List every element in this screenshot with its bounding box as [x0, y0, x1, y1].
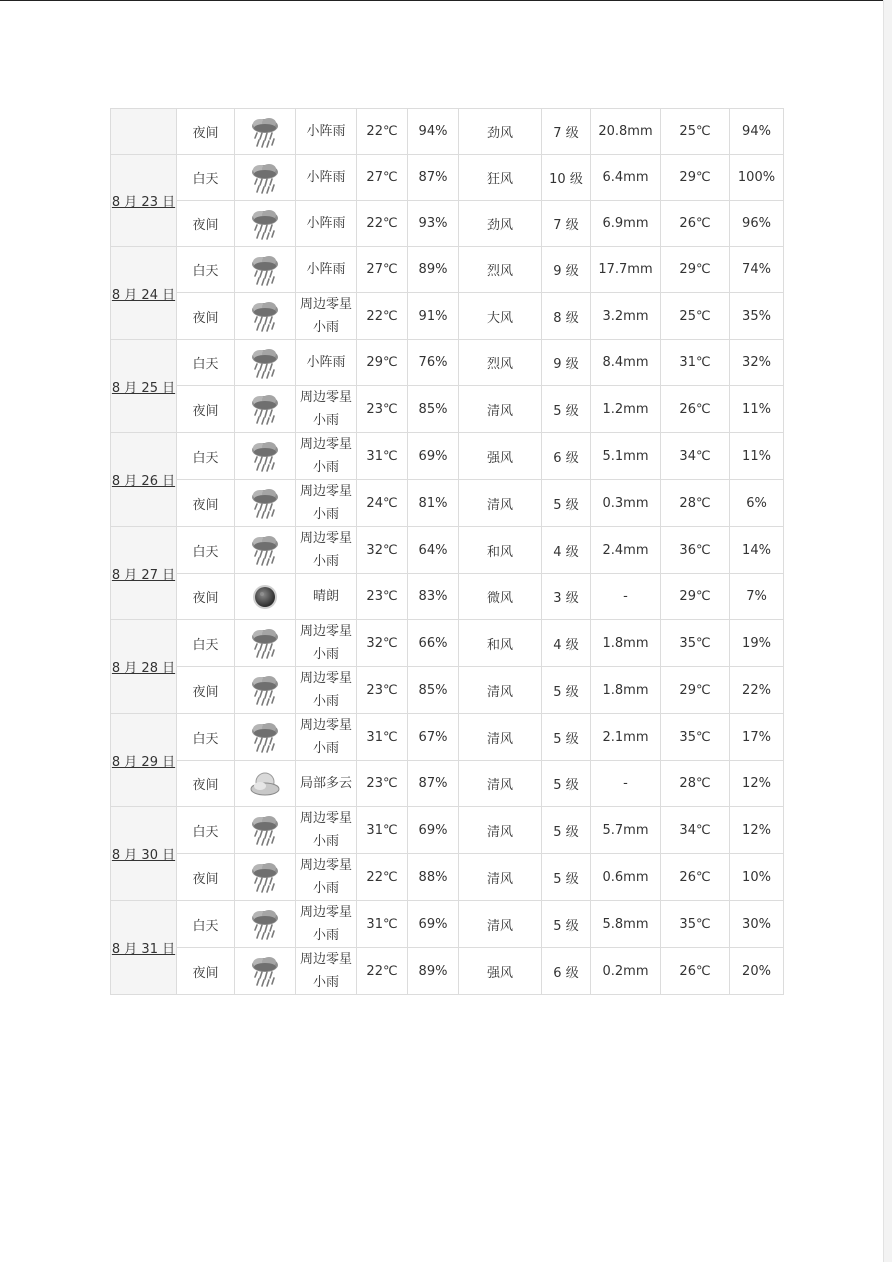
- rain-probability-cell: 96%: [730, 201, 784, 247]
- weather-icon-cell: [235, 714, 296, 761]
- temperature-cell: 22℃: [357, 854, 408, 901]
- weather-icon-cell: [235, 901, 296, 948]
- precipitation-cell: -: [591, 574, 661, 620]
- condition-text: 周边零星小雨: [299, 671, 352, 709]
- period-cell: 夜间: [177, 574, 235, 620]
- period-cell: 白天: [177, 433, 235, 480]
- wind-name-cell: 和风: [459, 620, 542, 667]
- rain-probability-cell: 20%: [730, 948, 784, 995]
- period-cell: 白天: [177, 714, 235, 761]
- condition-text: 局部多云: [299, 776, 352, 791]
- table-row: [111, 807, 784, 854]
- precipitation-cell: 5.1mm: [591, 433, 661, 480]
- condition-text: 周边零星小雨: [299, 905, 352, 943]
- period-cell: 夜间: [177, 948, 235, 995]
- date-cell: [111, 155, 177, 247]
- humidity-cell: 87%: [408, 155, 459, 201]
- wind-name-cell: 强风: [459, 433, 542, 480]
- condition-cell: [296, 201, 357, 247]
- humidity-cell: 64%: [408, 527, 459, 574]
- table-row: [111, 480, 784, 527]
- weather-icon-cell: [235, 480, 296, 527]
- humidity-cell: 94%: [408, 109, 459, 155]
- date-link[interactable]: 8 月 23 日: [111, 195, 176, 210]
- feels-like-cell: 29℃: [661, 667, 730, 714]
- temperature-cell: 31℃: [357, 714, 408, 761]
- rain-cloud-icon: [248, 533, 282, 567]
- feels-like-cell: 34℃: [661, 433, 730, 480]
- condition-text: 小阵雨: [306, 170, 346, 185]
- weather-icon-cell: [235, 948, 296, 995]
- wind-level-cell: 7 级: [542, 201, 591, 247]
- condition-cell: [296, 247, 357, 293]
- wind-name-cell: 清风: [459, 386, 542, 433]
- temperature-cell: 22℃: [357, 109, 408, 155]
- condition-cell: [296, 854, 357, 901]
- date-cell: [111, 901, 177, 995]
- precipitation-cell: 6.9mm: [591, 201, 661, 247]
- rain-probability-cell: 100%: [730, 155, 784, 201]
- rain-probability-cell: 22%: [730, 667, 784, 714]
- wind-name-cell: 清风: [459, 901, 542, 948]
- condition-cell: [296, 807, 357, 854]
- weather-icon-cell: [235, 433, 296, 480]
- rain-probability-cell: 12%: [730, 807, 784, 854]
- feels-like-cell: 28℃: [661, 480, 730, 527]
- condition-cell: [296, 901, 357, 948]
- wind-level-cell: 4 级: [542, 620, 591, 667]
- feels-like-cell: 28℃: [661, 761, 730, 807]
- date-link[interactable]: 8 月 29 日: [111, 754, 176, 770]
- rain-cloud-icon: [248, 299, 282, 333]
- rain-cloud-icon: [248, 392, 282, 426]
- rain-probability-cell: 74%: [730, 247, 784, 293]
- date-cell: [111, 807, 177, 901]
- condition-cell: [296, 155, 357, 201]
- wind-level-cell: 10 级: [542, 155, 591, 201]
- rain-cloud-icon: [248, 161, 282, 195]
- period-cell: 夜间: [177, 480, 235, 527]
- rain-probability-cell: 32%: [730, 340, 784, 386]
- feels-like-cell: 31℃: [661, 340, 730, 386]
- wind-name-cell: 强风: [459, 948, 542, 995]
- period-cell: 夜间: [177, 293, 235, 340]
- rain-cloud-icon: [248, 486, 282, 520]
- condition-cell: [296, 761, 357, 807]
- wind-name-cell: 清风: [459, 667, 542, 714]
- wind-level-cell: 5 级: [542, 667, 591, 714]
- period-cell: 夜间: [177, 761, 235, 807]
- precipitation-cell: 0.6mm: [591, 854, 661, 901]
- rain-cloud-icon: [248, 954, 282, 988]
- condition-cell: [296, 948, 357, 995]
- humidity-cell: 88%: [408, 854, 459, 901]
- period-cell: 夜间: [177, 386, 235, 433]
- weather-table-body: [111, 109, 784, 995]
- table-row: [111, 201, 784, 247]
- wind-level-cell: 5 级: [542, 386, 591, 433]
- feels-like-cell: 29℃: [661, 574, 730, 620]
- condition-text: 小阵雨: [306, 262, 346, 277]
- humidity-cell: 87%: [408, 761, 459, 807]
- period-cell: 白天: [177, 527, 235, 574]
- rain-probability-cell: 10%: [730, 854, 784, 901]
- humidity-cell: 91%: [408, 293, 459, 340]
- rain-probability-cell: 19%: [730, 620, 784, 667]
- temperature-cell: 23℃: [357, 667, 408, 714]
- rain-probability-cell: 11%: [730, 386, 784, 433]
- condition-cell: [296, 714, 357, 761]
- table-row: [111, 155, 784, 201]
- condition-text: 周边零星小雨: [299, 531, 352, 569]
- condition-cell: [296, 109, 357, 155]
- humidity-cell: 67%: [408, 714, 459, 761]
- rain-cloud-icon: [248, 626, 282, 660]
- rain-probability-cell: 14%: [730, 527, 784, 574]
- condition-text: 小阵雨: [306, 124, 346, 139]
- date-link[interactable]: 8 月 31 日: [111, 942, 176, 957]
- wind-name-cell: 清风: [459, 480, 542, 527]
- period-cell: 夜间: [177, 667, 235, 714]
- precipitation-cell: 2.1mm: [591, 714, 661, 761]
- condition-cell: [296, 480, 357, 527]
- rain-cloud-icon: [248, 439, 282, 473]
- table-row: [111, 293, 784, 340]
- date-cell: [111, 620, 177, 714]
- humidity-cell: 85%: [408, 667, 459, 714]
- weather-icon-cell: [235, 667, 296, 714]
- weather-icon-cell: [235, 807, 296, 854]
- temperature-cell: 23℃: [357, 761, 408, 807]
- feels-like-cell: 25℃: [661, 109, 730, 155]
- wind-level-cell: 5 级: [542, 807, 591, 854]
- precipitation-cell: 5.8mm: [591, 901, 661, 948]
- humidity-cell: 76%: [408, 340, 459, 386]
- condition-cell: [296, 574, 357, 620]
- table-row: [111, 247, 784, 293]
- table-row: [111, 620, 784, 667]
- period-cell: 夜间: [177, 854, 235, 901]
- weather-icon-cell: [235, 854, 296, 901]
- precipitation-cell: 6.4mm: [591, 155, 661, 201]
- rain-probability-cell: 7%: [730, 574, 784, 620]
- date-cell: [111, 714, 177, 807]
- wind-level-cell: 5 级: [542, 480, 591, 527]
- wind-level-cell: 6 级: [542, 948, 591, 995]
- condition-text: 周边零星小雨: [299, 718, 352, 756]
- period-cell: 白天: [177, 340, 235, 386]
- wind-name-cell: 清风: [459, 854, 542, 901]
- temperature-cell: 32℃: [357, 527, 408, 574]
- period-cell: 白天: [177, 247, 235, 293]
- precipitation-cell: 0.2mm: [591, 948, 661, 995]
- feels-like-cell: 36℃: [661, 527, 730, 574]
- weather-icon-cell: [235, 247, 296, 293]
- wind-level-cell: 4 级: [542, 527, 591, 574]
- feels-like-cell: 35℃: [661, 714, 730, 761]
- condition-text: 周边零星小雨: [299, 390, 352, 428]
- rain-probability-cell: 30%: [730, 901, 784, 948]
- rain-cloud-icon: [248, 720, 282, 754]
- wind-level-cell: 3 级: [542, 574, 591, 620]
- condition-cell: [296, 620, 357, 667]
- wind-level-cell: 5 级: [542, 761, 591, 807]
- temperature-cell: 24℃: [357, 480, 408, 527]
- feels-like-cell: 26℃: [661, 201, 730, 247]
- condition-text: 晴朗: [312, 589, 339, 604]
- condition-text: 周边零星小雨: [299, 858, 352, 896]
- date-cell: [111, 109, 177, 155]
- humidity-cell: 69%: [408, 433, 459, 480]
- feels-like-cell: 29℃: [661, 155, 730, 201]
- feels-like-cell: 35℃: [661, 620, 730, 667]
- table-row: [111, 761, 784, 807]
- condition-text: 小阵雨: [306, 216, 346, 231]
- condition-text: 周边零星小雨: [299, 297, 352, 335]
- condition-text: 周边零星小雨: [299, 484, 352, 522]
- date-link[interactable]: 8 月 27 日: [111, 567, 176, 583]
- table-row: [111, 386, 784, 433]
- weather-icon-cell: [235, 574, 296, 620]
- date-link[interactable]: 8 月 28 日: [111, 661, 176, 676]
- precipitation-cell: 1.2mm: [591, 386, 661, 433]
- date-link[interactable]: 8 月 24 日: [111, 287, 176, 303]
- wind-level-cell: 6 级: [542, 433, 591, 480]
- date-cell: [111, 433, 177, 527]
- clear-night-icon: [248, 580, 282, 614]
- rain-cloud-icon: [248, 813, 282, 847]
- wind-name-cell: 清风: [459, 761, 542, 807]
- precipitation-cell: 20.8mm: [591, 109, 661, 155]
- page-top-rule: [0, 0, 892, 1]
- humidity-cell: 85%: [408, 386, 459, 433]
- rain-cloud-icon: [248, 115, 282, 149]
- rain-cloud-icon: [248, 207, 282, 241]
- temperature-cell: 22℃: [357, 948, 408, 995]
- table-row: [111, 714, 784, 761]
- humidity-cell: 89%: [408, 948, 459, 995]
- wind-name-cell: 劲风: [459, 109, 542, 155]
- period-cell: 白天: [177, 155, 235, 201]
- weather-icon-cell: [235, 201, 296, 247]
- wind-name-cell: 大风: [459, 293, 542, 340]
- feels-like-cell: 26℃: [661, 386, 730, 433]
- feels-like-cell: 34℃: [661, 807, 730, 854]
- date-cell: [111, 247, 177, 340]
- rain-probability-cell: 11%: [730, 433, 784, 480]
- temperature-cell: 31℃: [357, 433, 408, 480]
- wind-level-cell: 9 级: [542, 247, 591, 293]
- wind-level-cell: 9 级: [542, 340, 591, 386]
- wind-name-cell: 清风: [459, 714, 542, 761]
- table-row: [111, 527, 784, 574]
- wind-level-cell: 5 级: [542, 901, 591, 948]
- wind-name-cell: 烈风: [459, 247, 542, 293]
- feels-like-cell: 35℃: [661, 901, 730, 948]
- precipitation-cell: 3.2mm: [591, 293, 661, 340]
- rain-cloud-icon: [248, 346, 282, 380]
- period-cell: 夜间: [177, 201, 235, 247]
- wind-name-cell: 清风: [459, 807, 542, 854]
- temperature-cell: 32℃: [357, 620, 408, 667]
- humidity-cell: 66%: [408, 620, 459, 667]
- temperature-cell: 31℃: [357, 901, 408, 948]
- precipitation-cell: 8.4mm: [591, 340, 661, 386]
- rain-cloud-icon: [248, 253, 282, 287]
- condition-cell: [296, 386, 357, 433]
- period-cell: 白天: [177, 901, 235, 948]
- precipitation-cell: 0.3mm: [591, 480, 661, 527]
- wind-level-cell: 5 级: [542, 714, 591, 761]
- date-cell: [111, 340, 177, 433]
- feels-like-cell: 26℃: [661, 948, 730, 995]
- weather-icon-cell: [235, 340, 296, 386]
- weather-icon-cell: [235, 527, 296, 574]
- weather-icon-cell: [235, 386, 296, 433]
- humidity-cell: 89%: [408, 247, 459, 293]
- temperature-cell: 22℃: [357, 293, 408, 340]
- feels-like-cell: 29℃: [661, 247, 730, 293]
- date-link[interactable]: 8 月 25 日: [111, 380, 176, 396]
- precipitation-cell: 17.7mm: [591, 247, 661, 293]
- weather-icon-cell: [235, 155, 296, 201]
- date-cell: [111, 527, 177, 620]
- wind-level-cell: 8 级: [542, 293, 591, 340]
- rain-cloud-icon: [248, 907, 282, 941]
- weather-icon-cell: [235, 109, 296, 155]
- rain-cloud-icon: [248, 673, 282, 707]
- period-cell: 白天: [177, 620, 235, 667]
- wind-name-cell: 微风: [459, 574, 542, 620]
- rain-cloud-icon: [248, 860, 282, 894]
- temperature-cell: 23℃: [357, 386, 408, 433]
- precipitation-cell: 1.8mm: [591, 620, 661, 667]
- rain-probability-cell: 94%: [730, 109, 784, 155]
- condition-cell: [296, 293, 357, 340]
- table-row: [111, 854, 784, 901]
- table-row: [111, 901, 784, 948]
- condition-text: 周边零星小雨: [299, 437, 352, 475]
- precipitation-cell: 2.4mm: [591, 527, 661, 574]
- condition-cell: [296, 433, 357, 480]
- wind-name-cell: 和风: [459, 527, 542, 574]
- temperature-cell: 22℃: [357, 201, 408, 247]
- humidity-cell: 81%: [408, 480, 459, 527]
- temperature-cell: 27℃: [357, 155, 408, 201]
- rain-probability-cell: 35%: [730, 293, 784, 340]
- temperature-cell: 23℃: [357, 574, 408, 620]
- feels-like-cell: 26℃: [661, 854, 730, 901]
- feels-like-cell: 25℃: [661, 293, 730, 340]
- rain-probability-cell: 12%: [730, 761, 784, 807]
- precipitation-cell: 5.7mm: [591, 807, 661, 854]
- table-row: [111, 433, 784, 480]
- wind-name-cell: 烈风: [459, 340, 542, 386]
- weather-icon-cell: [235, 293, 296, 340]
- page-right-edge: [883, 0, 892, 1262]
- table-row: [111, 948, 784, 995]
- table-row: [111, 109, 784, 155]
- date-link[interactable]: 8 月 26 日: [111, 474, 176, 489]
- weather-icon-cell: [235, 761, 296, 807]
- period-cell: 白天: [177, 807, 235, 854]
- period-cell: 夜间: [177, 109, 235, 155]
- precipitation-cell: -: [591, 761, 661, 807]
- condition-text: 周边零星小雨: [299, 624, 352, 662]
- humidity-cell: 69%: [408, 901, 459, 948]
- rain-probability-cell: 6%: [730, 480, 784, 527]
- table-row: [111, 340, 784, 386]
- table-row: [111, 574, 784, 620]
- table-row: [111, 667, 784, 714]
- wind-level-cell: 5 级: [542, 854, 591, 901]
- precipitation-cell: 1.8mm: [591, 667, 661, 714]
- partly-cloudy-night-icon: [248, 767, 282, 801]
- weather-icon-cell: [235, 620, 296, 667]
- condition-text: 周边零星小雨: [299, 811, 352, 849]
- condition-cell: [296, 527, 357, 574]
- humidity-cell: 83%: [408, 574, 459, 620]
- condition-text: 小阵雨: [306, 355, 346, 370]
- humidity-cell: 69%: [408, 807, 459, 854]
- humidity-cell: 93%: [408, 201, 459, 247]
- date-link[interactable]: 8 月 30 日: [111, 848, 176, 863]
- temperature-cell: 31℃: [357, 807, 408, 854]
- temperature-cell: 27℃: [357, 247, 408, 293]
- condition-cell: [296, 667, 357, 714]
- weather-forecast-table: [110, 108, 784, 995]
- wind-name-cell: 狂风: [459, 155, 542, 201]
- rain-probability-cell: 17%: [730, 714, 784, 761]
- condition-cell: [296, 340, 357, 386]
- temperature-cell: 29℃: [357, 340, 408, 386]
- wind-name-cell: 劲风: [459, 201, 542, 247]
- condition-text: 周边零星小雨: [299, 952, 352, 990]
- wind-level-cell: 7 级: [542, 109, 591, 155]
